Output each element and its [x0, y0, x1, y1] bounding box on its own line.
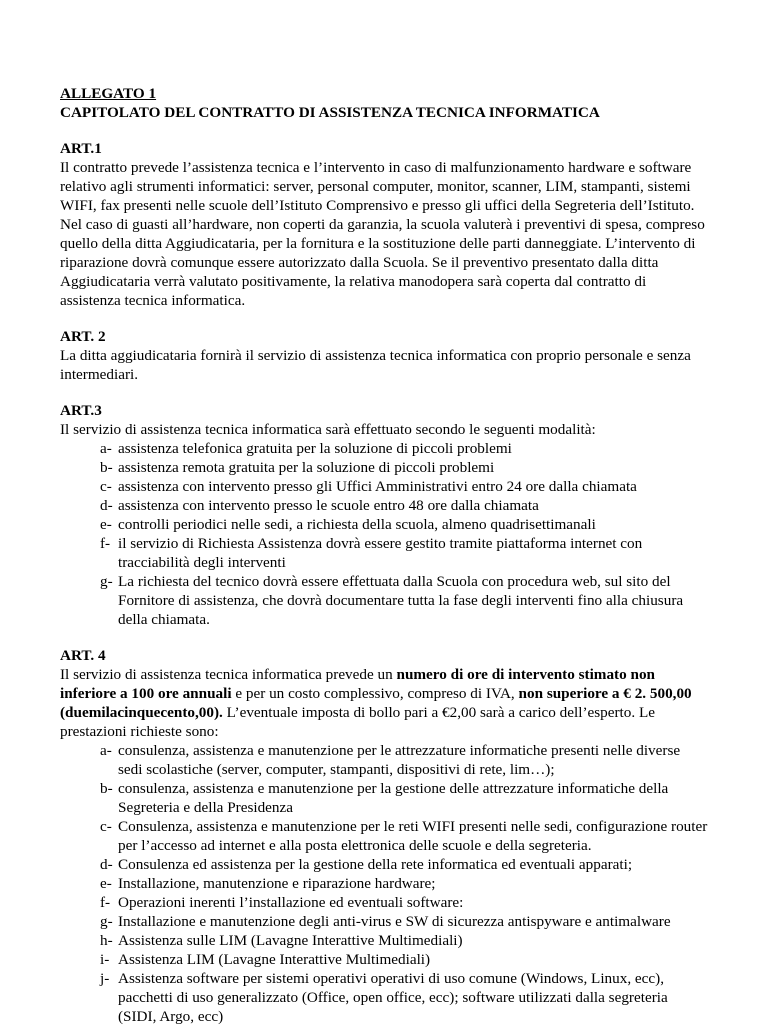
- list-item: b- assistenza remota gratuita per la soluzione di piccoli problemi: [100, 459, 495, 476]
- list-item: j- Assistenza software per sistemi operativi operativi di uso comune (Windows, Linux, ecc), pacchetti di uso generalizzato (Office, open office, ecc); software utilizzati dalla segreteria (SIDI, Argo, ecc): [100, 970, 668, 1025]
- article-4: [60, 646, 708, 1026]
- article-4-heading: ART. 4: [60, 647, 106, 664]
- list-item: i- Assistenza LIM (Lavagne Interattive Multimediali): [100, 951, 431, 968]
- list-item: b- consulenza, assistenza e manutenzione per la gestione delle attrezzature informatiche della Segreteria e della Presidenza: [100, 780, 669, 816]
- article-3-list: [60, 439, 708, 629]
- document-title: CAPITOLATO DEL CONTRATTO DI ASSISTENZA TECNICA INFORMATICA: [60, 104, 600, 121]
- list-item: a- assistenza telefonica gratuita per la soluzione di piccoli problemi: [100, 440, 512, 457]
- attachment-label: ALLEGATO 1: [60, 85, 157, 102]
- article-3: [60, 401, 708, 629]
- article-1-paragraph-1: Il contratto prevede l’assistenza tecnica e l’intervento in caso di malfunzionamento hardware e software relativo agli strumenti informatici: server, personal computer, monitor, scanner, LIM, stampanti, sistemi WIFI, fax presenti nelle scuole dell’Istituto Comprensivo e presso gli uffici della Segreteria dell’Istituto.: [60, 159, 695, 214]
- article-1-text: [60, 158, 708, 310]
- list-item: g- Installazione e manutenzione degli anti-virus e SW di sicurezza antispyware e antimalware: [100, 913, 671, 930]
- list-item: c- assistenza con intervento presso gli Uffici Amministrativi entro 24 ore dalla chiamata: [100, 478, 637, 495]
- article-1: [60, 139, 708, 310]
- list-item: e- Installazione, manutenzione e riparazione hardware;: [100, 875, 436, 892]
- list-item: f- il servizio di Richiesta Assistenza dovrà essere gestito tramite piattaforma internet con tracciabilità degli interventi: [100, 535, 643, 571]
- estimated-hours: numero di ore di intervento stimato non inferiore a 100 ore annuali: [60, 666, 655, 702]
- article-2-heading: ART. 2: [60, 328, 106, 345]
- article-1-heading: ART.1: [60, 140, 102, 157]
- list-item: g- La richiesta del tecnico dovrà essere effettuata dalla Scuola con procedura web, sul sito del Fornitore di assistenza, che dovrà documentare tutta la fase degli interventi fino alla chiusura della chiamata.: [100, 573, 684, 628]
- article-4-list: [60, 741, 708, 1026]
- article-3-intro: Il servizio di assistenza tecnica informatica sarà effettuato secondo le seguenti modalità:: [60, 421, 596, 438]
- list-item: a- consulenza, assistenza e manutenzione per le attrezzature informatiche presenti nelle diverse sedi scolastiche (server, computer, stampanti, dispositivi di rete, lim…);: [100, 742, 681, 778]
- list-item: d- Consulenza ed assistenza per la gestione della rete informatica ed eventuali apparati;: [100, 856, 633, 873]
- list-item: d- assistenza con intervento presso le scuole entro 48 ore dalla chiamata: [100, 497, 539, 514]
- article-1-paragraph-2: Nel caso di guasti all’hardware, non coperti da garanzia, la scuola valuterà i preventivi di spesa, compreso quello della ditta Aggiudicataria, per la fornitura e la sostituzione delle parti danneggiate. L’intervento di riparazione dovrà comunque essere autorizzato dalla Scuola. Se il preventivo presentato dalla ditta Aggiudicataria verrà valutato positivamente, la relativa manodopera sarà coperta dal contratto di assistenza tecnica informatica.: [60, 216, 705, 309]
- article-3-heading: ART.3: [60, 402, 102, 419]
- list-item: h- Assistenza sulle LIM (Lavagne Interattive Multimediali): [100, 932, 463, 949]
- article-2: [60, 327, 708, 384]
- list-item: c- Consulenza, assistenza e manutenzione per le reti WIFI presenti nelle sedi, configurazione router per l’accesso ad internet e alla posta elettronica delle scuole e della segreteria.: [100, 818, 708, 854]
- list-item: e- controlli periodici nelle sedi, a richiesta della scuola, almeno quadrisettimanali: [100, 516, 596, 533]
- article-2-text: La ditta aggiudicataria fornirà il servizio di assistenza tecnica informatica con proprio personale e senza intermediari.: [60, 347, 691, 383]
- max-cost: non superiore a € 2. 500,00 (duemilacinquecento,00).: [60, 685, 692, 721]
- list-item: f- Operazioni inerenti l’installazione ed eventuali software:: [100, 894, 464, 911]
- article-4-intro: Il servizio di assistenza tecnica informatica prevede un numero di ore di intervento stimato non inferiore a 100 ore annuali e per un costo complessivo, compreso di IVA, non superiore a € 2. 500,00 (duemilacinquecento,00). L’eventuale imposta di bollo pari a €2,00 sarà a carico dell’esperto. Le prestazioni richieste sono:: [60, 666, 692, 740]
